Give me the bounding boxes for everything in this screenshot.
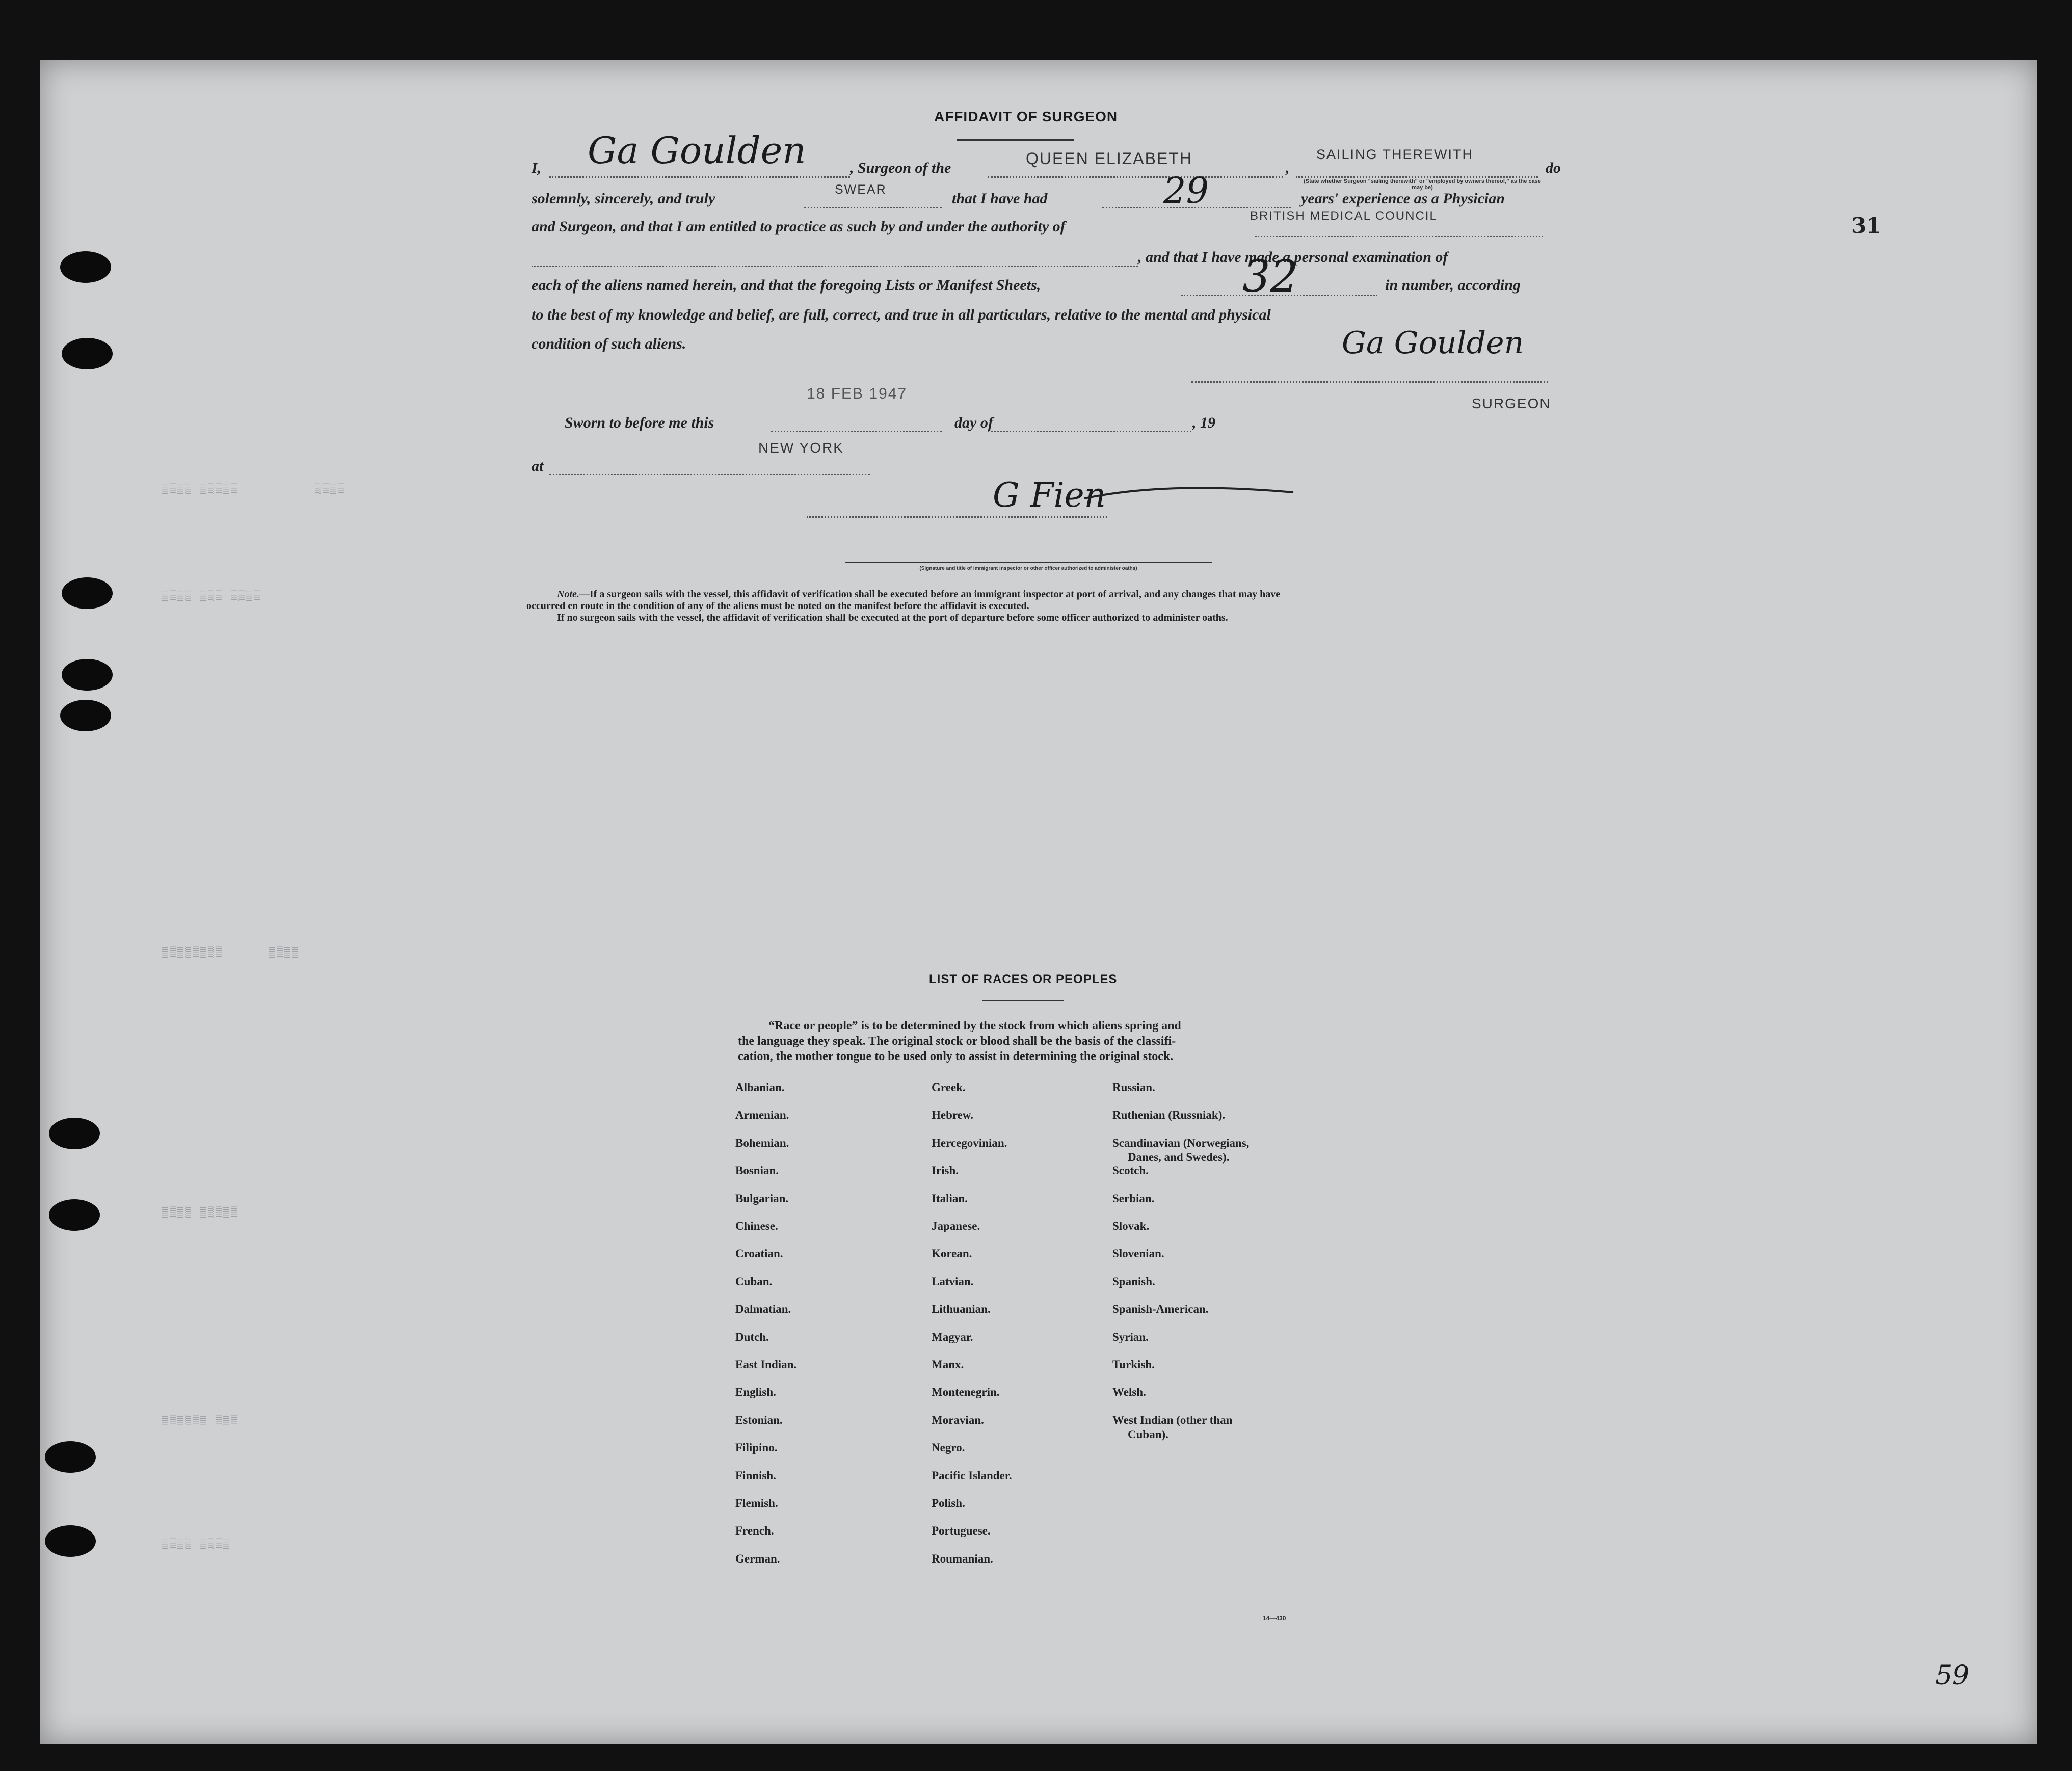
oath-word: SWEAR: [835, 182, 887, 197]
signature-line: [1191, 381, 1548, 383]
surgeon-label: SURGEON: [1472, 395, 1551, 411]
sworn-date-stamp: 18 FEB 1947: [807, 385, 908, 402]
races-intro: [738, 1018, 1181, 1064]
race-item: Cuban.: [735, 1275, 773, 1288]
punch-hole: [62, 659, 113, 691]
race-item: Estonian.: [735, 1413, 783, 1426]
race-item: Syrian.: [1112, 1330, 1149, 1343]
race-item: Negro.: [932, 1441, 965, 1455]
race-item: Hebrew.: [932, 1108, 973, 1122]
title-underline: [957, 139, 1074, 141]
comma: ,: [1286, 160, 1290, 176]
race-item: Ruthenian (Russniak).: [1112, 1108, 1226, 1122]
line2-b: that I have had: [952, 190, 1048, 207]
sworn-prefix: Sworn to before me this: [565, 414, 714, 431]
race-item: Lithuanian.: [932, 1303, 991, 1316]
sailing-status: SAILING THEREWITH: [1316, 147, 1474, 162]
race-item: Filipino.: [735, 1441, 778, 1455]
bleed-through-text: ▒▒▒▒ ▒▒▒ ▒▒▒▒: [162, 590, 262, 602]
race-item: Croatian.: [735, 1247, 783, 1260]
race-item: Pacific Islander.: [932, 1469, 1012, 1482]
intro-line-1: “Race or people” is to be determined by the stock from which aliens spring and: [768, 1019, 1181, 1033]
line5-a: each of the aliens named herein, and that the foregoing Lists or Manifest Sheets,: [532, 277, 1041, 294]
race-item: Montenegrin.: [932, 1386, 1000, 1399]
race-item: Scotch.: [1112, 1164, 1149, 1177]
punch-hole: [49, 1118, 100, 1149]
officer-caption: (Signature and title of immigrant inspector or other officer authorized to administer oaths): [919, 566, 1137, 571]
note-line2: occurred en route in the condition of any of the aliens must be noted on the manifest before the affidavit is executed.: [526, 600, 1029, 612]
officer-signature: G Fien: [993, 475, 1106, 515]
oath-line: [804, 207, 942, 208]
punch-hole: [45, 1441, 96, 1473]
place: NEW YORK: [758, 440, 844, 456]
race-item: Cuban).: [1128, 1428, 1168, 1441]
race-item: Danes, and Swedes).: [1128, 1150, 1230, 1164]
sailing-status-note: (State whether Surgeon "sailing therewith" or "employed by owners thereof," as the case may be): [1304, 178, 1541, 191]
race-item: Greek.: [932, 1081, 966, 1094]
race-item: Finnish.: [735, 1469, 776, 1482]
sheets-count-handwritten: 32: [1242, 251, 1298, 302]
race-item: Hercegovinian.: [932, 1136, 1007, 1149]
bleed-through-text: ▒▒▒▒▒▒ ▒▒▒: [162, 1416, 239, 1428]
sheet-number-handwritten: 59: [1935, 1660, 1970, 1691]
race-item: Korean.: [932, 1247, 972, 1260]
race-item: Bulgarian.: [735, 1192, 789, 1205]
ship-name-line: [988, 176, 1283, 178]
authority-line: [1255, 236, 1543, 237]
line2-c: years' experience as a Physician: [1301, 190, 1505, 207]
line7: condition of such aliens.: [532, 335, 686, 352]
manifest-sheet: [40, 60, 2037, 1744]
line4: , and that I have made a personal examination of: [1138, 249, 1448, 266]
at-label: at: [532, 458, 544, 474]
note-line1: [557, 589, 1280, 600]
punch-hole: [45, 1525, 96, 1557]
race-item: Slovak.: [1112, 1220, 1150, 1232]
years-handwritten: 29: [1163, 170, 1209, 212]
punch-hole: [60, 251, 111, 283]
race-item: Roumanian.: [932, 1552, 993, 1565]
race-item: Serbian.: [1112, 1192, 1155, 1205]
line3: and Surgeon, and that I am entitled to practice as such by and under the authority of: [532, 218, 1066, 235]
race-item: Irish.: [932, 1164, 959, 1177]
punch-hole: [60, 700, 111, 731]
race-item: Manx.: [932, 1358, 964, 1371]
ship-name: QUEEN ELIZABETH: [1026, 149, 1192, 168]
race-item: Italian.: [932, 1192, 968, 1205]
race-item: West Indian (other than: [1112, 1413, 1233, 1426]
surgeon-name-line: [549, 176, 850, 178]
race-item: Magyar.: [932, 1330, 973, 1343]
sailing-status-line: [1296, 176, 1538, 178]
race-item: Polish.: [932, 1497, 965, 1510]
note-label: Note.—: [557, 589, 590, 600]
sworn-month-line: [988, 431, 1191, 432]
line6: to the best of my knowledge and belief, are full, correct, and true in all particulars, relative to the mental and physical: [532, 306, 1271, 323]
race-item: Japanese.: [932, 1220, 980, 1232]
race-item: Turkish.: [1112, 1358, 1155, 1371]
bleed-through-text: ▒▒▒▒ ▒▒▒▒▒ ▒▒▒▒: [162, 483, 346, 495]
surgeon-signature: Ga Goulden: [1342, 325, 1524, 361]
line1-mid: , Surgeon of the: [850, 160, 951, 176]
race-item: Latvian.: [932, 1275, 974, 1288]
line5-b: in number, according: [1385, 277, 1521, 294]
note-line3: If no surgeon sails with the vessel, the affidavit of verification shall be executed at the port of departure before some officer authorized to administer oaths.: [557, 612, 1228, 623]
punch-hole: [49, 1199, 100, 1231]
affidavit-title: AFFIDAVIT OF SURGEON: [934, 109, 1118, 124]
race-item: English.: [735, 1386, 776, 1399]
races-title: LIST OF RACES OR PEOPLES: [929, 972, 1118, 986]
sworn-day-of: day of: [954, 414, 993, 431]
line2-a: solemnly, sincerely, and truly: [532, 190, 715, 207]
form-number: 14—430: [1263, 1615, 1286, 1622]
bleed-through-text: ▒▒▒▒▒▒▒▒ ▒▒▒▒: [162, 947, 300, 959]
race-item: Moravian.: [932, 1413, 984, 1426]
race-item: Armenian.: [735, 1108, 789, 1122]
race-item: Spanish-American.: [1112, 1303, 1209, 1316]
race-item: German.: [735, 1552, 780, 1565]
officer-caption-line: [845, 562, 1212, 563]
authority-line-2: [532, 266, 1138, 267]
race-item: Slovenian.: [1112, 1247, 1164, 1260]
punch-hole: [62, 577, 113, 609]
line1-prefix: I,: [532, 160, 542, 176]
race-item: French.: [735, 1524, 774, 1538]
race-item: Russian.: [1112, 1081, 1155, 1094]
race-item: Welsh.: [1112, 1386, 1146, 1399]
place-line: [549, 474, 870, 475]
race-item: Portuguese.: [932, 1524, 991, 1538]
race-item: Dalmatian.: [735, 1303, 791, 1316]
surgeon-name-handwritten: Ga Goulden: [588, 129, 806, 172]
race-item: Albanian.: [735, 1081, 785, 1094]
sworn-day-line: [771, 431, 942, 432]
punch-hole: [62, 338, 113, 369]
race-item: Scandinavian (Norwegians,: [1112, 1136, 1250, 1149]
race-item: Flemish.: [735, 1497, 778, 1510]
bleed-through-text: ▒▒▒▒ ▒▒▒▒: [162, 1538, 231, 1550]
page-number: 31: [1851, 213, 1881, 238]
bleed-through-text: ▒▒▒▒ ▒▒▒▒▒: [162, 1207, 239, 1219]
authority: BRITISH MEDICAL COUNCIL: [1250, 209, 1438, 223]
race-item: Spanish.: [1112, 1275, 1155, 1288]
line1-end: do: [1546, 160, 1561, 176]
race-item: Dutch.: [735, 1330, 769, 1343]
officer-signature-line: [807, 516, 1107, 518]
race-item: Bosnian.: [735, 1164, 779, 1177]
race-item: Bohemian.: [735, 1136, 789, 1149]
race-item: East Indian.: [735, 1358, 797, 1371]
note-text-1: If a surgeon sails with the vessel, this affidavit of verification shall be executed before an immigrant inspector at port of arrival, and any changes that may have: [589, 589, 1281, 600]
races-title-underline: [982, 1000, 1064, 1001]
race-item: Chinese.: [735, 1220, 778, 1232]
intro-line-3: cation, the mother tongue to be used only to assist in determining the original stock.: [738, 1050, 1174, 1063]
sworn-year: , 19: [1192, 414, 1215, 431]
intro-line-2: the language they speak. The original stock or blood shall be the basis of the classifi-: [738, 1035, 1176, 1048]
signature-flourish: [1084, 483, 1298, 504]
